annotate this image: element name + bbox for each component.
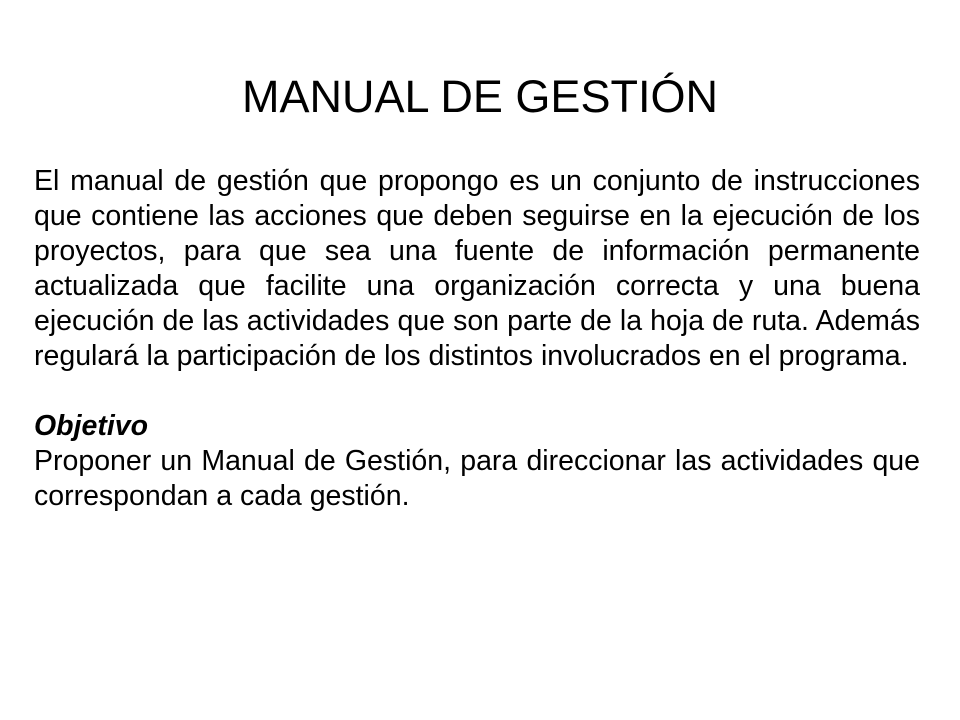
slide-body [34,164,920,514]
objective-heading: Objetivo [34,410,149,442]
slide-title: MANUAL DE GESTIÓN [242,71,718,122]
intro-paragraph: El manual de gestión que propongo es un conjunto de instrucciones que contiene las acciones que deben seguirse en la ejecución de los proyectos, para que sea una fuente de información permanente actualizada que facilite una organización correcta y una buena ejecución de las actividades que son parte de la hoja de ruta. Además regulará la participación de los distintos involucrados en el programa. [34,165,920,372]
objective-paragraph: Proponer un Manual de Gestión, para direccionar las actividades que correspondan a cada gestión. [34,445,920,512]
